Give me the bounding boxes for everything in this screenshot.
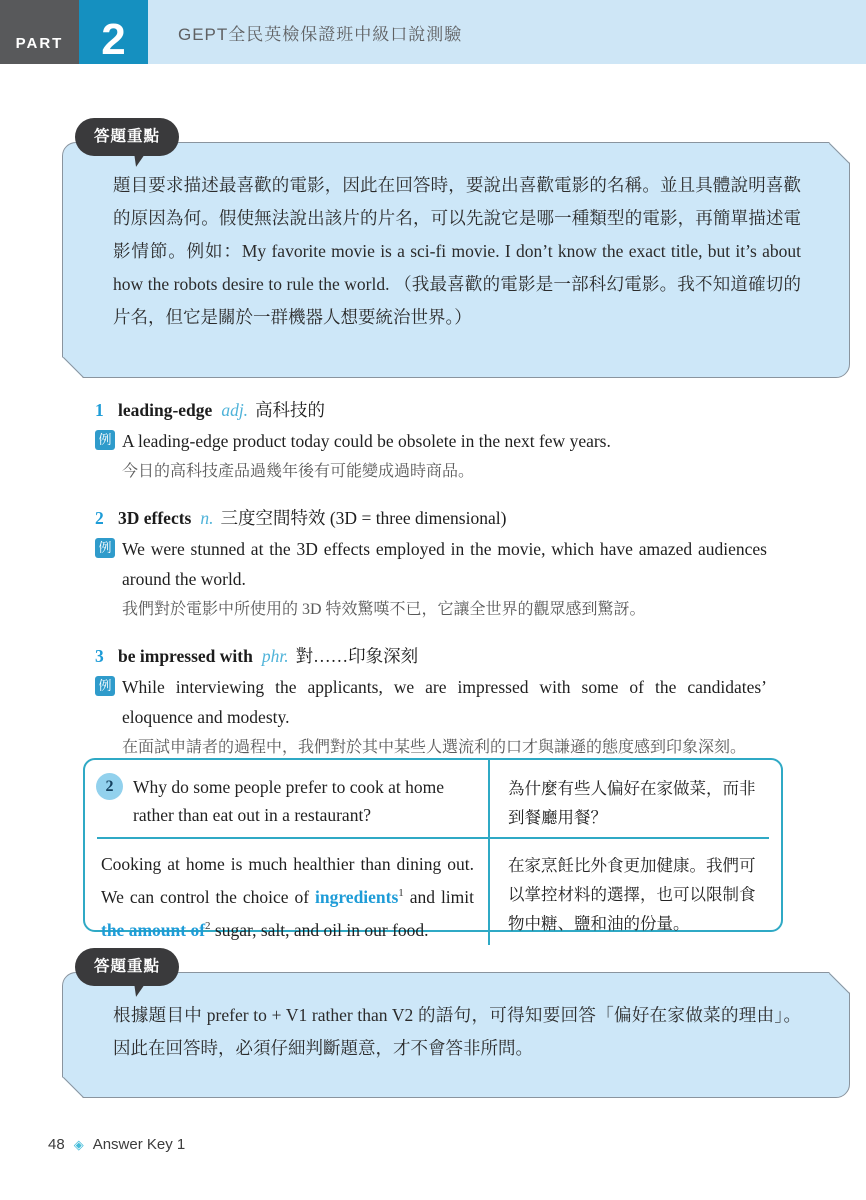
vocab-term: leading-edge xyxy=(118,400,213,420)
answer-tips-tab-label: 答題重點 xyxy=(94,958,161,975)
question-english: Why do some people prefer to cook at home rather than eat out in a restaurant? xyxy=(133,777,445,825)
example-line xyxy=(95,672,767,732)
answer-keyword-2: the amount of xyxy=(101,919,206,940)
example-sentence: While interviewing the applicants, we are impressed with some of the candidates’ eloquence and modesty. xyxy=(122,677,767,727)
answer-english-lead: Cooking at home is much healthier than dining out. We can control the choice of xyxy=(101,854,474,907)
term-line xyxy=(95,506,767,530)
answer-english-tail: sugar, salt, and oil in our food. xyxy=(210,919,429,940)
answer-tips-box-1 xyxy=(62,142,850,378)
vocab-number: 3 xyxy=(95,646,104,666)
answer-keyword-1: ingredients xyxy=(315,886,399,907)
example-line xyxy=(95,534,767,594)
answer-english-mid: and limit xyxy=(403,886,475,907)
example-sentence: A leading-edge product today could be obsolete in the next few years. xyxy=(122,431,611,451)
answer-tips-text-2: 根據題目中 prefer to + V1 rather than V2 的語句，可得知要回答「偏好在家做菜的理由」。因此在回答時，必須仔細判斷題意，才不會答非所問。 xyxy=(113,1005,801,1058)
footer-section-label: Answer Key 1 xyxy=(92,1136,186,1153)
row-divider xyxy=(97,837,769,839)
vocab-term: 3D effects xyxy=(118,508,192,528)
part-of-speech: phr. xyxy=(261,646,289,666)
page-header xyxy=(0,0,866,64)
page-number: 48 xyxy=(48,1136,65,1153)
vocab-gloss: 對……印象深刻 xyxy=(295,646,419,666)
question-number-badge: 2 xyxy=(96,773,123,800)
header-title-band xyxy=(148,0,866,64)
example-sentence: We were stunned at the 3D effects employed in the movie, which have amazed audiences around the world. xyxy=(122,539,767,589)
tip-en-example: My favorite movie is a sci-fi movie. I don’t know the exact title, but it’s about how the robots desire to rule the world. xyxy=(113,241,801,294)
example-translation: 今日的高科技產品過幾年後有可能變成過時商品。 xyxy=(122,463,475,480)
example-translation: 我們對於電影中所使用的 3D 特效驚嘆不已，它讓全世界的觀眾感到驚訝。 xyxy=(122,601,646,618)
tip-zh-tail: （我最喜歡的電影是一部科幻電影。我不知道確切的片名，但它是關於一群機器人想要統治世界。） xyxy=(113,274,802,327)
term-line xyxy=(95,644,767,668)
vocab-gloss: 三度空間特效 (3D = three dimensional) xyxy=(220,508,507,528)
term-line xyxy=(95,398,767,422)
answer-cell-english xyxy=(85,838,490,945)
part-of-speech: adj. xyxy=(221,400,249,420)
part-label: PART xyxy=(15,35,64,52)
footnote-marker-1: 1 xyxy=(398,887,404,899)
answer-tips-tab-2 xyxy=(75,948,179,986)
question-cell-english xyxy=(85,760,490,838)
question-chinese: 為什麼有些人偏好在家做菜，而非到餐廳用餐？ xyxy=(508,779,756,827)
example-badge: 例 xyxy=(95,676,115,696)
speech-bubble-tail xyxy=(134,151,149,167)
vocab-item xyxy=(95,644,767,762)
part-of-speech: n. xyxy=(200,508,214,528)
vocab-number: 2 xyxy=(95,508,104,528)
diamond-icon: ◈ xyxy=(73,1136,84,1152)
answer-tips-text-1 xyxy=(63,143,849,334)
part-label-box xyxy=(0,0,79,64)
part-number-box xyxy=(79,0,148,64)
part-number: 2 xyxy=(101,15,126,64)
answer-chinese: 在家烹飪比外食更加健康。我們可以掌控材料的選擇，也可以限制食物中糖、鹽和油的份量。 xyxy=(508,856,756,933)
example-badge: 例 xyxy=(95,538,115,558)
footnote-marker-2: 2 xyxy=(205,919,211,932)
speech-bubble-tail xyxy=(134,981,149,997)
vocab-gloss: 高科技的 xyxy=(255,400,326,420)
question-answer-table xyxy=(83,758,783,940)
vocab-item xyxy=(95,398,767,486)
vocabulary-list xyxy=(95,398,767,762)
question-cell-chinese xyxy=(490,760,781,838)
example-badge: 例 xyxy=(95,430,115,450)
chapter-title: GEPT全民英檢保證班中級口說測驗 xyxy=(178,24,463,44)
tip-zh-lead: 題目要求描述最喜歡的電影，因此在回答時，要說出喜歡電影的名稱。並且具體說明喜歡的原因為何。假使無法說出該片的片名，可以先說它是哪一種類型的電影，再簡單描述電影情節。例如： xyxy=(113,175,801,261)
answer-tips-tab-label: 答題重點 xyxy=(94,128,161,145)
vocab-item xyxy=(95,506,767,624)
example-translation: 在面試申請者的過程中，我們對於其中某些人選流利的口才與謙遜的態度感到印象深刻。 xyxy=(122,739,747,756)
vocab-number: 1 xyxy=(95,400,104,420)
answer-tips-tab-1 xyxy=(75,118,179,156)
vocab-term: be impressed with xyxy=(118,646,253,666)
example-line xyxy=(95,426,767,456)
page-footer xyxy=(48,1136,185,1153)
answer-cell-chinese xyxy=(490,838,781,945)
answer-tips-box-2 xyxy=(62,972,850,1098)
